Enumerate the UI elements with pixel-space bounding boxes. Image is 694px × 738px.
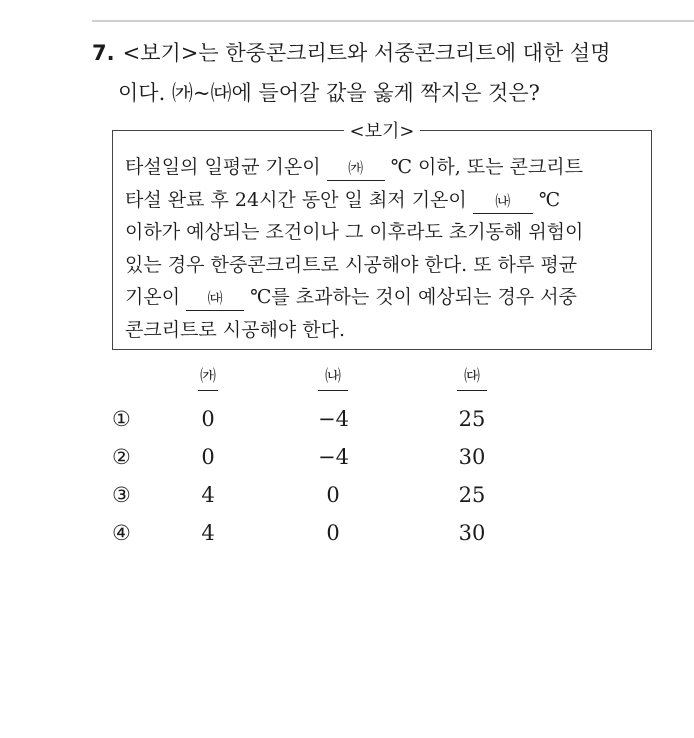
box-line-6: 콘크리트로 시공해야 한다. <box>125 318 346 341</box>
option-value-ga: 4 <box>201 521 215 545</box>
option-value-da: 30 <box>458 445 486 469</box>
answer-option-4[interactable] <box>112 514 572 552</box>
answer-table <box>112 362 572 552</box>
question-text-1: <보기>는 한중콘크리트와 서중콘크리트에 대한 설명 <box>122 41 611 65</box>
option-value-na: 0 <box>326 483 340 507</box>
blank-na <box>473 188 533 214</box>
box-line-text: 타설일의 일평균 기온이 <box>125 156 327 178</box>
answer-option-3[interactable] <box>112 476 572 514</box>
box-body <box>125 151 643 346</box>
option-value-ga: 0 <box>201 445 215 469</box>
header-da: ㈐ <box>457 362 487 391</box>
answer-header-row <box>112 362 572 400</box>
option-mark: ④ <box>112 521 131 545</box>
box-line-text: ℃ <box>532 188 561 211</box>
example-box <box>112 121 652 350</box>
top-divider <box>92 20 694 22</box>
header-na: ㈏ <box>318 362 348 391</box>
option-value-na: 0 <box>326 521 340 545</box>
box-line-4: 있는 경우 한중콘크리트로 시공해야 한다. 또 하루 평균 <box>125 253 578 276</box>
box-line-1 <box>125 151 643 184</box>
blank-ga <box>327 155 385 181</box>
answer-option-1[interactable] <box>112 400 572 438</box>
blank-label: ㈏ <box>495 191 511 210</box>
question-line-2: 이다. ㈎~㈐에 들어갈 값을 옳게 짝지은 것은? <box>118 81 540 105</box>
option-mark: ③ <box>112 483 131 507</box>
question-number: 7. <box>92 41 115 65</box>
blank-da <box>186 285 244 311</box>
header-ga: ㈎ <box>198 362 218 391</box>
option-mark: ② <box>112 445 131 469</box>
option-mark: ① <box>112 407 131 431</box>
blank-label: ㈐ <box>207 289 223 307</box>
option-value-ga: 4 <box>201 483 215 507</box>
answer-option-2[interactable] <box>112 438 572 476</box>
option-value-na: −4 <box>318 445 349 469</box>
box-line-text: ℃를 초과하는 것이 예상되는 경우 서중 <box>244 286 577 308</box>
option-value-da: 25 <box>458 483 486 507</box>
question-line-1 <box>92 38 692 68</box>
option-value-ga: 0 <box>201 407 215 431</box>
option-value-da: 25 <box>458 407 486 431</box>
box-line-text: ℃ 이하, 또는 콘크리트 <box>384 156 583 178</box>
box-line-3: 이하가 예상되는 조건이나 그 이후라도 초기동해 위험이 <box>125 221 584 243</box>
box-label: <보기> <box>344 121 421 142</box>
option-value-da: 30 <box>458 521 486 545</box>
box-line-text: 타설 완료 후 24시간 동안 일 최저 기온이 <box>125 188 473 211</box>
box-line-text: 기온이 <box>125 286 187 308</box>
option-value-na: −4 <box>318 407 349 431</box>
blank-label: ㈎ <box>348 159 364 177</box>
box-line-2 <box>125 184 643 217</box>
box-line-5 <box>125 281 643 314</box>
